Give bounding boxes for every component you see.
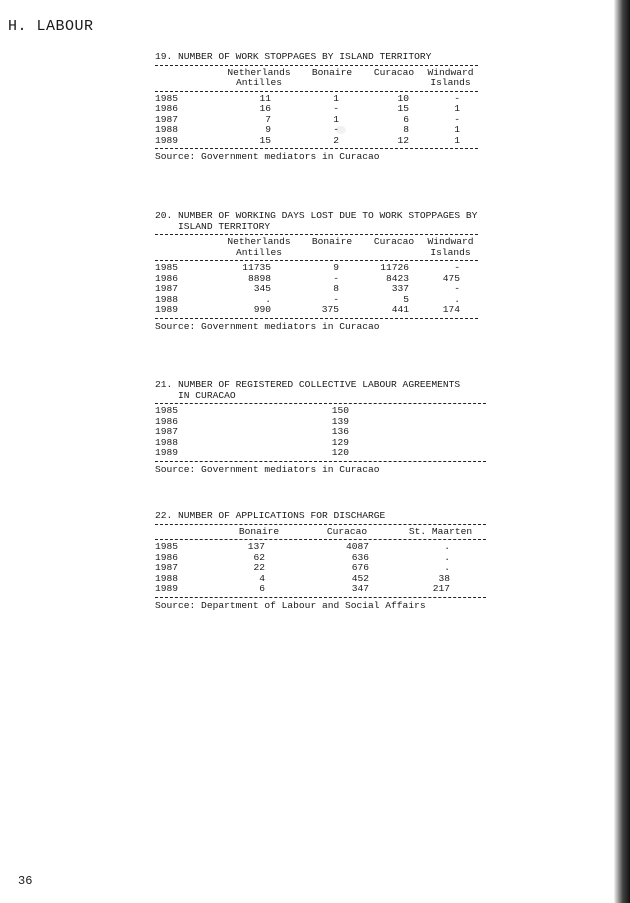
table-21-section <box>155 380 486 475</box>
table-20-rule-mid <box>155 260 478 261</box>
table-row <box>155 448 486 459</box>
table-cell: 217 <box>432 583 450 594</box>
table-header-row <box>155 237 478 258</box>
table-cell: 8423 <box>385 272 409 284</box>
table-header-row <box>155 68 478 89</box>
table-cell: 337 <box>391 283 409 294</box>
column-header: Windward Islands <box>427 236 474 258</box>
column-header: St. Maarten <box>408 525 473 537</box>
table-20-source: Source: Government mediators in Curacao <box>155 320 380 332</box>
table-cell: . <box>454 293 460 305</box>
table-20-title: 20. NUMBER OF WORKING DAYS LOST DUE TO WORK STOPPAGES BY ISLAND TERRITORY <box>155 210 478 232</box>
table-cell: 1 <box>454 124 460 135</box>
row-year: 1986 <box>155 103 179 114</box>
row-year: 1986 <box>155 272 179 284</box>
table-row <box>155 427 486 438</box>
page-number: 36 <box>18 874 33 888</box>
table-row <box>155 417 486 428</box>
row-year: 1988 <box>155 124 179 135</box>
table-20 <box>155 237 478 258</box>
table-21-source: Source: Government mediators in Curacao <box>155 463 380 475</box>
table-21-title: 21. NUMBER OF REGISTERED COLLECTIVE LABOUR AGREEMENTS IN CURACAO <box>155 379 461 401</box>
table-cell: 10 <box>397 92 409 104</box>
table-row <box>155 136 478 147</box>
table-20-rule-top <box>155 234 478 235</box>
table-row <box>155 115 478 126</box>
table-cell: 8 <box>403 124 409 135</box>
row-year: 1988 <box>155 572 179 584</box>
table-cell: 6 <box>259 583 265 594</box>
table-row <box>155 274 478 285</box>
table-20-rule-bottom <box>155 318 478 319</box>
table-header-row <box>155 527 486 538</box>
table-cell: 174 <box>442 304 460 315</box>
table-cell: - <box>333 124 339 135</box>
table-cell: 9 <box>333 262 339 273</box>
table-row <box>155 104 478 115</box>
table-cell: 1 <box>333 113 339 125</box>
column-header: Curacao <box>373 236 415 247</box>
table-22-title: 22. NUMBER OF APPLICATIONS FOR DISCHARGE <box>155 510 386 521</box>
table-cell: 990 <box>253 304 271 315</box>
table-cell: 129 <box>331 436 349 448</box>
table-cell: 636 <box>351 551 369 563</box>
table-cell: 120 <box>331 447 349 458</box>
table-cell: 15 <box>259 134 271 146</box>
table-cell: 8 <box>333 283 339 294</box>
table-row <box>155 284 478 295</box>
row-year: 1988 <box>155 293 179 305</box>
table-row <box>155 542 486 553</box>
table-cell: 1 <box>454 103 460 114</box>
table-19-section <box>155 52 478 163</box>
row-year: 1989 <box>155 134 179 146</box>
table-20-section <box>155 211 478 332</box>
table-cell: - <box>454 92 460 104</box>
table-cell: - <box>454 283 460 294</box>
table-19-source: Source: Government mediators in Curacao <box>155 151 380 162</box>
row-year: 1985 <box>155 541 179 552</box>
table-cell: - <box>454 113 460 125</box>
section-heading: H. LABOUR <box>8 18 94 35</box>
column-header: Bonaire <box>311 236 353 247</box>
column-header <box>155 527 219 538</box>
table-cell: - <box>454 262 460 273</box>
table-cell: 12 <box>397 134 409 146</box>
column-header: Windward Islands <box>427 66 474 88</box>
column-header: Bonaire <box>238 525 280 537</box>
table-cell: 676 <box>351 562 369 573</box>
table-19 <box>155 68 478 89</box>
row-year: 1985 <box>155 405 179 416</box>
table-20-body <box>155 263 478 316</box>
table-cell: 345 <box>253 283 271 294</box>
table-19-rule-mid <box>155 91 478 92</box>
table-row <box>155 563 486 574</box>
column-header <box>155 237 219 258</box>
table-cell: 452 <box>351 572 369 584</box>
row-year: 1988 <box>155 436 179 448</box>
row-year: 1989 <box>155 583 179 594</box>
table-cell: 11726 <box>380 262 409 273</box>
table-cell: 7 <box>265 113 271 125</box>
table-cell: 22 <box>253 562 265 573</box>
column-header: Netherlands Antilles <box>227 236 291 258</box>
row-year: 1989 <box>155 447 179 458</box>
table-cell: 441 <box>391 304 409 315</box>
row-year: 1986 <box>155 415 179 427</box>
table-cell: 2 <box>333 134 339 146</box>
table-21-rule-bottom <box>155 461 486 462</box>
column-header: Bonaire <box>311 66 353 78</box>
table-row <box>155 406 486 417</box>
row-year: 1986 <box>155 551 179 563</box>
table-21-rule-top <box>155 403 486 404</box>
table-cell: 38 <box>438 572 450 584</box>
row-year: 1987 <box>155 562 179 573</box>
scan-page-edge <box>614 0 630 903</box>
table-cell: 1 <box>454 134 460 146</box>
table-cell: 8898 <box>247 272 271 284</box>
table-cell: 11 <box>259 92 271 104</box>
table-cell: . <box>444 562 450 573</box>
table-cell: 5 <box>403 293 409 305</box>
table-row <box>155 438 486 449</box>
table-cell: 9 <box>265 124 271 135</box>
table-cell: . <box>444 551 450 563</box>
table-row <box>155 125 478 136</box>
table-cell: 11735 <box>242 262 271 273</box>
column-header: Netherlands Antilles <box>227 66 291 88</box>
table-cell: 150 <box>331 405 349 416</box>
table-cell: 6 <box>403 113 409 125</box>
table-row <box>155 305 478 316</box>
table-22-rule-bottom <box>155 597 486 598</box>
table-row <box>155 553 486 564</box>
table-cell: 137 <box>247 541 265 552</box>
row-year: 1985 <box>155 262 179 273</box>
table-22-body <box>155 542 486 595</box>
table-cell: 139 <box>331 415 349 427</box>
table-19-title: 19. NUMBER OF WORK STOPPAGES BY ISLAND TERRITORY <box>155 51 432 62</box>
table-cell: 475 <box>442 272 460 284</box>
table-cell: 1 <box>333 92 339 104</box>
table-19-rule-top <box>155 65 478 66</box>
column-header: Curacao <box>373 66 415 78</box>
row-year: 1989 <box>155 304 179 315</box>
table-row <box>155 263 478 274</box>
table-row <box>155 94 478 105</box>
table-cell: 15 <box>397 103 409 114</box>
table-21 <box>155 406 486 459</box>
table-19-body <box>155 94 478 147</box>
row-year: 1985 <box>155 92 179 104</box>
table-cell: 62 <box>253 551 265 563</box>
table-cell: . <box>444 541 450 552</box>
row-year: 1987 <box>155 113 179 125</box>
table-19-rule-bottom <box>155 148 478 149</box>
table-cell: . <box>265 293 271 305</box>
table-22 <box>155 527 486 538</box>
table-cell: 4 <box>259 572 265 584</box>
table-cell: 4087 <box>345 541 369 552</box>
table-cell: - <box>333 293 339 305</box>
table-cell: - <box>333 103 339 114</box>
column-header <box>155 68 219 89</box>
table-22-rule-mid <box>155 539 486 540</box>
table-22-section <box>155 511 486 611</box>
table-cell: 136 <box>331 426 349 437</box>
table-row <box>155 295 478 306</box>
row-year: 1987 <box>155 426 179 437</box>
column-header: Curacao <box>326 525 368 537</box>
row-year: 1987 <box>155 283 179 294</box>
table-cell: - <box>333 272 339 284</box>
table-22-rule-top <box>155 524 486 525</box>
table-cell: 375 <box>321 304 339 315</box>
table-cell: 16 <box>259 103 271 114</box>
table-22-source: Source: Department of Labour and Social Affairs <box>155 599 426 611</box>
table-cell: 347 <box>351 583 369 594</box>
table-row <box>155 584 486 595</box>
